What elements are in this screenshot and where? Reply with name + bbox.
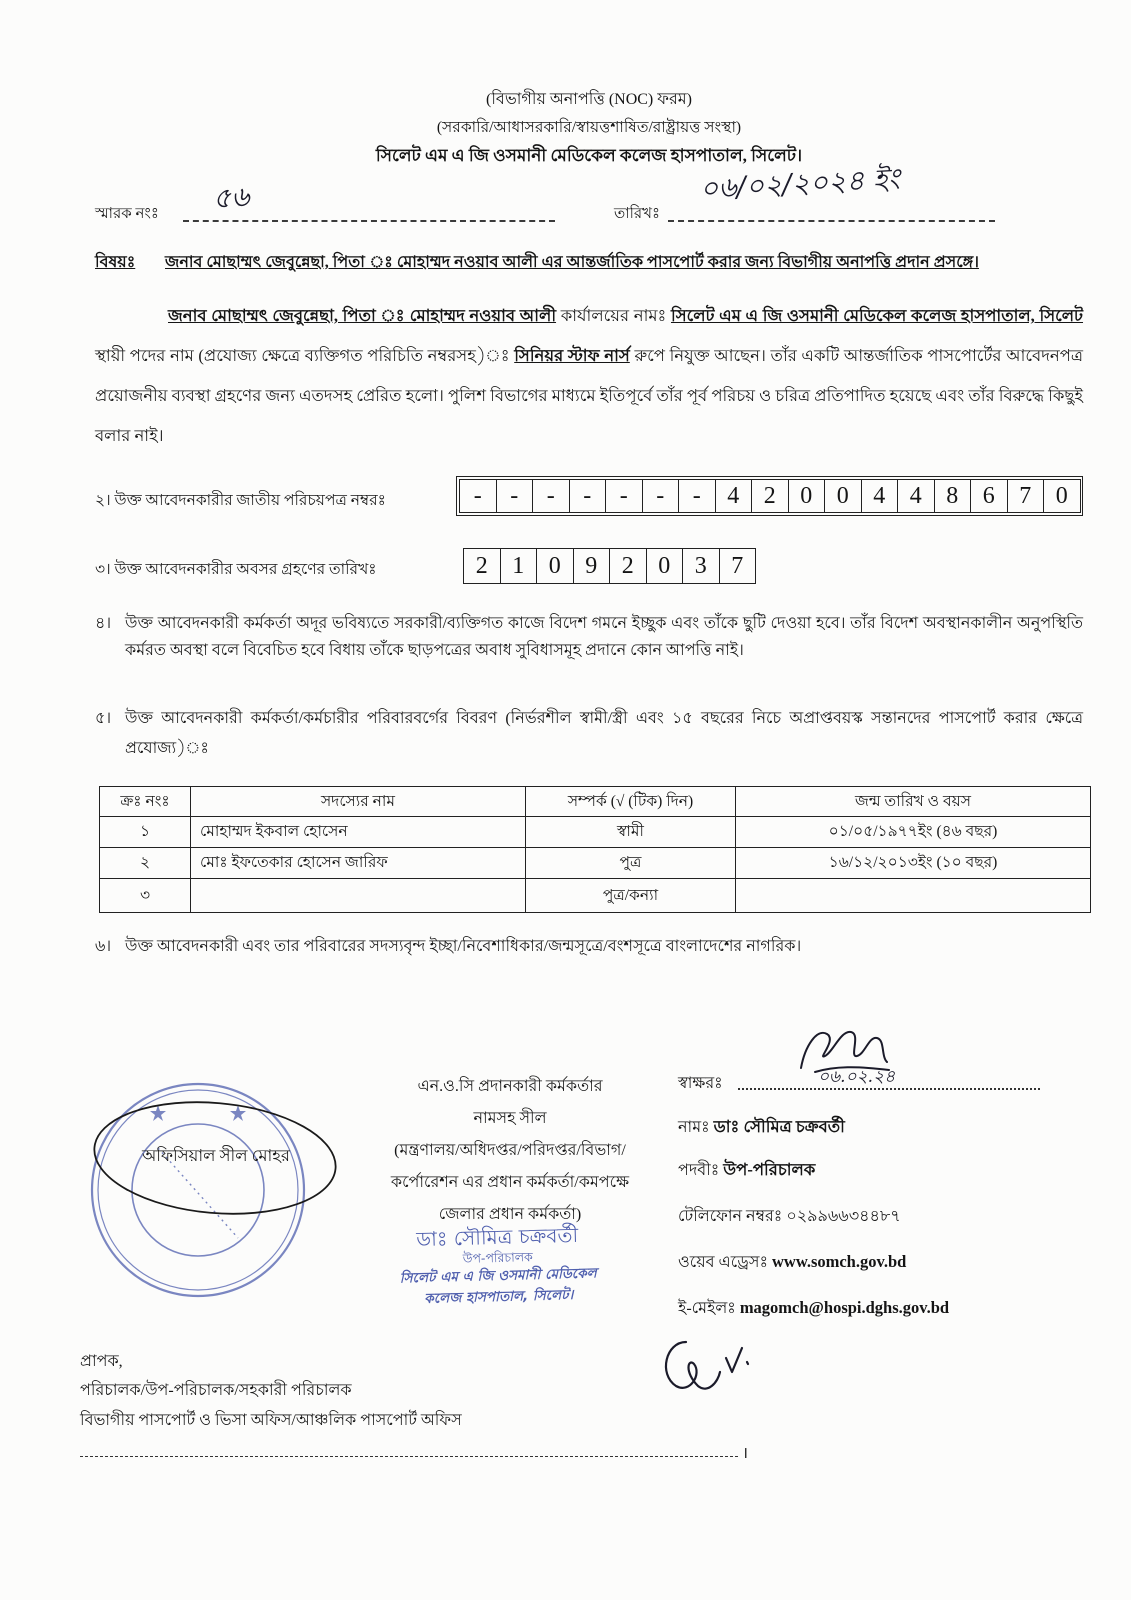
- row-birth-date-age: ০১/০৫/১৯৭৭ইং (৪৬ বছর): [736, 817, 1091, 848]
- signer-phone-label: টেলিফোন নম্বরঃ: [678, 1208, 783, 1225]
- row-serial: ২: [100, 848, 191, 879]
- institution-name: সিলেট এম এ জি ওসমানী মেডিকেল কলেজ হাসপাতাল, সিলেট।: [375, 146, 803, 165]
- item-4-leave-clause: [95, 610, 1083, 664]
- column-header-member-name: সদস্যের নাম: [191, 787, 526, 817]
- memo-row: [95, 161, 1083, 230]
- stamp-organization-line: সিলেট এম এ জি ওসমানী মেডিকেল: [399, 1265, 597, 1287]
- column-header-birth-date-age: জন্ম তারিখ ও বয়স: [736, 787, 1091, 817]
- date-handwritten: ০৬/০২/২০২৪ ইং: [699, 161, 901, 206]
- subject-line: [95, 248, 1083, 278]
- nid-digit-box: 7: [1007, 479, 1045, 513]
- form-body: [95, 86, 1083, 960]
- handwritten-initial: [652, 1332, 752, 1396]
- nid-digit-box: -: [678, 479, 716, 513]
- nid-row: [95, 476, 1083, 520]
- signer-name-label: নামঃ: [678, 1119, 710, 1136]
- item-4-number: ৪।: [95, 615, 112, 632]
- table-row: [100, 817, 1091, 848]
- nid-digit-box: 4: [861, 479, 899, 513]
- nid-digit-box: -: [459, 479, 497, 513]
- row-member-name: মোহাম্মদ ইকবাল হোসেন: [191, 817, 526, 848]
- nid-digit-box: 0: [824, 479, 862, 513]
- table-row: [100, 848, 1091, 879]
- form-title: (বিভাগীয় অনাপত্তি (NOC) ফরম): [486, 91, 692, 108]
- retirement-digit-box: 2: [463, 548, 501, 584]
- nid-digit-box: 0: [788, 479, 826, 513]
- retirement-digit-box: 0: [646, 548, 684, 584]
- row-relation: পুত্র: [526, 848, 736, 879]
- signer-web-address: www.somch.gov.bd: [771, 1252, 907, 1271]
- stamp-designation: উপ-পরিচালক: [462, 1249, 534, 1266]
- nid-digit-box: -: [569, 479, 607, 513]
- retirement-date-boxes: [463, 548, 755, 584]
- caption-line: জেলার প্রধান কর্মকর্তা): [438, 1206, 582, 1223]
- nid-digit-box: -: [532, 479, 570, 513]
- retirement-date-label: ৩। উক্ত আবেদনকারীর অবসর গ্রহণের তারিখঃ: [95, 561, 377, 578]
- retirement-digit-box: 1: [500, 548, 538, 584]
- memo-number-label: স্মারক নংঃ: [95, 206, 159, 222]
- table-body: [100, 817, 1091, 913]
- recipient-blank: [80, 1456, 738, 1457]
- paragraph-body: রুপে নিযুক্ত আছেন। তাঁর একটি আন্তর্জাতিক পাসপোর্টের আবেদনপত্র প্রয়োজনীয় ব্যবস্থা গ্রহণের জন্য এতদসহ প্রেরিত হলো। পুলিশ বিভাগের মাধ্যমে ইতিপূর্বে তাঁর পূর্ব পরিচয় ও চরিত্র প্রতিপাদিত হয়েছে এবং তাঁর বিরুদ্ধে কিছুই বলার নাই।: [95, 346, 1084, 445]
- row-birth-date-age: ১৬/১২/২০১৩ইং (১০ বছর): [736, 848, 1091, 879]
- applicant-name: জনাব মোছাম্মৎ জেবুন্নেছা, পিতা ঃ মোহাম্মদ নওয়াব আলী: [168, 306, 557, 325]
- initial-stroke: [666, 1342, 748, 1389]
- nid-digit-box: 4: [715, 479, 753, 513]
- caption-line: কর্পোরেশন এর প্রধান কর্মকর্তা/কমপক্ষে: [390, 1174, 630, 1191]
- retirement-date-row: [95, 548, 1083, 586]
- column-header-serial: ক্রঃ নংঃ: [100, 787, 191, 817]
- signature-date-handwritten: ০৬.০২.২৪: [818, 1067, 896, 1087]
- nid-digit-box: 0: [1043, 479, 1081, 513]
- row-serial: ৩: [100, 879, 191, 913]
- noc-officer-caption: [352, 1071, 668, 1231]
- nid-digit-box: -: [496, 479, 534, 513]
- form-header: [95, 86, 1083, 170]
- nid-digit-box: 6: [970, 479, 1008, 513]
- caption-line: এন.ও.সি প্রদানকারী কর্মকর্তার: [417, 1078, 603, 1095]
- row-member-name: [191, 879, 526, 913]
- signer-phone: ০২৯৯৬৬৩৪৪৮৭: [786, 1208, 901, 1225]
- item-6-number: ৬।: [95, 938, 112, 955]
- caption-line: (মন্ত্রণালয়/অধিদপ্তর/পরিদপ্তর/বিভাগ/: [394, 1142, 626, 1159]
- retirement-digit-box: 0: [536, 548, 574, 584]
- organization-type: (সরকারি/আধাসরকারি/স্বায়ত্তশাষিত/রাষ্ট্রায়ত্ত সংস্থা): [436, 119, 742, 136]
- date-blank: [668, 220, 995, 222]
- date-label: তারিখঃ: [614, 206, 660, 222]
- item-5-number: ৫।: [95, 710, 112, 727]
- post-name: সিনিয়র স্টাফ নার্স: [514, 346, 630, 365]
- item-4-text: উক্ত আবেদনকারী কর্মকর্তা অদূর ভবিষ্যতে সরকারী/ব্যক্তিগত কাজে বিদেশ গমনে ইচ্ছুক এবং তাঁকে ছুটি দেওয়া হবে। তাঁর বিদেশ অবস্থানকালীন অনুপস্থিতি কর্মরত অবস্থা বলে বিবেচিত হবে বিধায় তাঁকে ছাড়পত্রের অবাধ সুবিধাসমূহ প্রদানে কোন আপত্তি নাই।: [125, 615, 1083, 659]
- nid-digit-box: 8: [934, 479, 972, 513]
- nid-number-boxes: [456, 476, 1083, 516]
- retirement-digit-box: 7: [719, 548, 757, 584]
- family-members-table: [99, 786, 1091, 913]
- signer-designation-label: পদবীঃ: [678, 1162, 720, 1179]
- signer-email-row: [678, 1295, 949, 1322]
- nid-digit-box: 4: [897, 479, 935, 513]
- recipient-line: বিভাগীয় পাসপোর্ট ও ভিসা অফিস/আঞ্চলিক পাসপোর্ট অফিস: [80, 1412, 462, 1429]
- row-birth-date-age: [736, 879, 1091, 913]
- nid-digit-box: 2: [751, 479, 789, 513]
- memo-number-handwritten: ৫৬: [211, 179, 251, 216]
- stamp-organization-line: কলেজ হাসপাতাল, সিলেট।: [424, 1287, 574, 1307]
- item-6-citizenship: [95, 933, 1083, 960]
- recipient-label: প্রাপক,: [80, 1353, 123, 1370]
- signer-web-label: ওয়েব এড্রেসঃ: [678, 1254, 768, 1271]
- caption-line: নামসহ সীল: [473, 1110, 547, 1127]
- recipient-end-mark: ।: [742, 1445, 749, 1462]
- retirement-digit-box: 3: [682, 548, 720, 584]
- signer-name-row: [678, 1114, 845, 1141]
- nid-digit-box: -: [642, 479, 680, 513]
- signer-email: magomch@hospi.dghs.gov.bd: [739, 1298, 950, 1317]
- signer-designation-row: [678, 1157, 815, 1184]
- main-paragraph: [95, 296, 1083, 456]
- recipient-line: পরিচালক/উপ-পরিচালক/সহকারী পরিচালক: [80, 1382, 352, 1399]
- table-row: [100, 879, 1091, 913]
- signer-name: ডাঃ সৌমিত্র চক্রবর্তী: [713, 1117, 845, 1136]
- signer-email-label: ই-মেইলঃ: [678, 1300, 736, 1317]
- retirement-digit-box: 9: [573, 548, 611, 584]
- nid-label: ২। উক্ত আবেদনকারীর জাতীয় পরিচয়পত্র নম্বরঃ: [95, 492, 386, 509]
- item-6-text: উক্ত আবেদনকারী এবং তার পরিবারের সদস্যবৃন্দ ইচ্ছা/নিবেশাধিকার/জন্মসূত্রে/বংশসূত্রে বাংলাদেশের নাগরিক।: [125, 938, 802, 955]
- row-relation: পুত্র/কন্যা: [526, 879, 736, 913]
- item-5-family-intro: [95, 704, 1083, 764]
- signer-web-row: [678, 1249, 906, 1276]
- office-name: সিলেট এম এ জি ওসমানী মেডিকেল কলেজ হাসপাতাল, সিলেট: [670, 306, 1084, 325]
- row-member-name: মোঃ ইফতেকার হোসেন জারিফ: [191, 848, 526, 879]
- nid-digit-box: -: [605, 479, 643, 513]
- post-label: স্থায়ী পদের নাম (প্রযোজ্য ক্ষেত্রে ব্যক্তিগত পরিচিতি নম্বরসহ)ঃ: [95, 346, 510, 365]
- row-serial: ১: [100, 817, 191, 848]
- retirement-digit-box: 2: [609, 548, 647, 584]
- row-relation: স্বামী: [526, 817, 736, 848]
- item-5-text: উক্ত আবেদনকারী কর্মকর্তা/কর্মচারীর পরিবারবর্গের বিবরণ (নির্ভরশীল স্বামী/স্ত্রী এবং ১৫ বছরের নিচে অপ্রাপ্তবয়স্ক সন্তানদের পাসপোর্ট করার ক্ষেত্রে প্রযোজ্য)ঃ: [125, 710, 1083, 757]
- signer-designation: উপ-পরিচালক: [723, 1160, 816, 1179]
- table-header-row: [100, 787, 1091, 817]
- officer-name-stamp: [377, 1221, 619, 1311]
- table-header: [100, 787, 1091, 817]
- column-header-relation: সম্পর্ক (√ (টিক) দিন): [526, 787, 736, 817]
- office-label: কার্যালয়ের নামঃ: [560, 306, 667, 325]
- stamp-officer-name: ডাঃ সৌমিত্র চক্রবর্তী: [416, 1222, 579, 1252]
- signer-phone-row: [678, 1204, 901, 1230]
- official-seal-label: অফিসিয়াল সীল মোহর: [141, 1146, 291, 1165]
- signature-label: স্বাক্ষরঃ: [678, 1075, 723, 1092]
- subject-label: বিষয়ঃ: [95, 254, 136, 271]
- subject-text: জনাব মোছাম্মৎ জেবুন্নেছা, পিতা ঃ মোহাম্মদ নওয়াব আলী এর আন্তর্জাতিক পাসপোর্ট করার জন্য বিভাগীয় অনাপত্তি প্রদান প্রসঙ্গে।: [165, 254, 979, 271]
